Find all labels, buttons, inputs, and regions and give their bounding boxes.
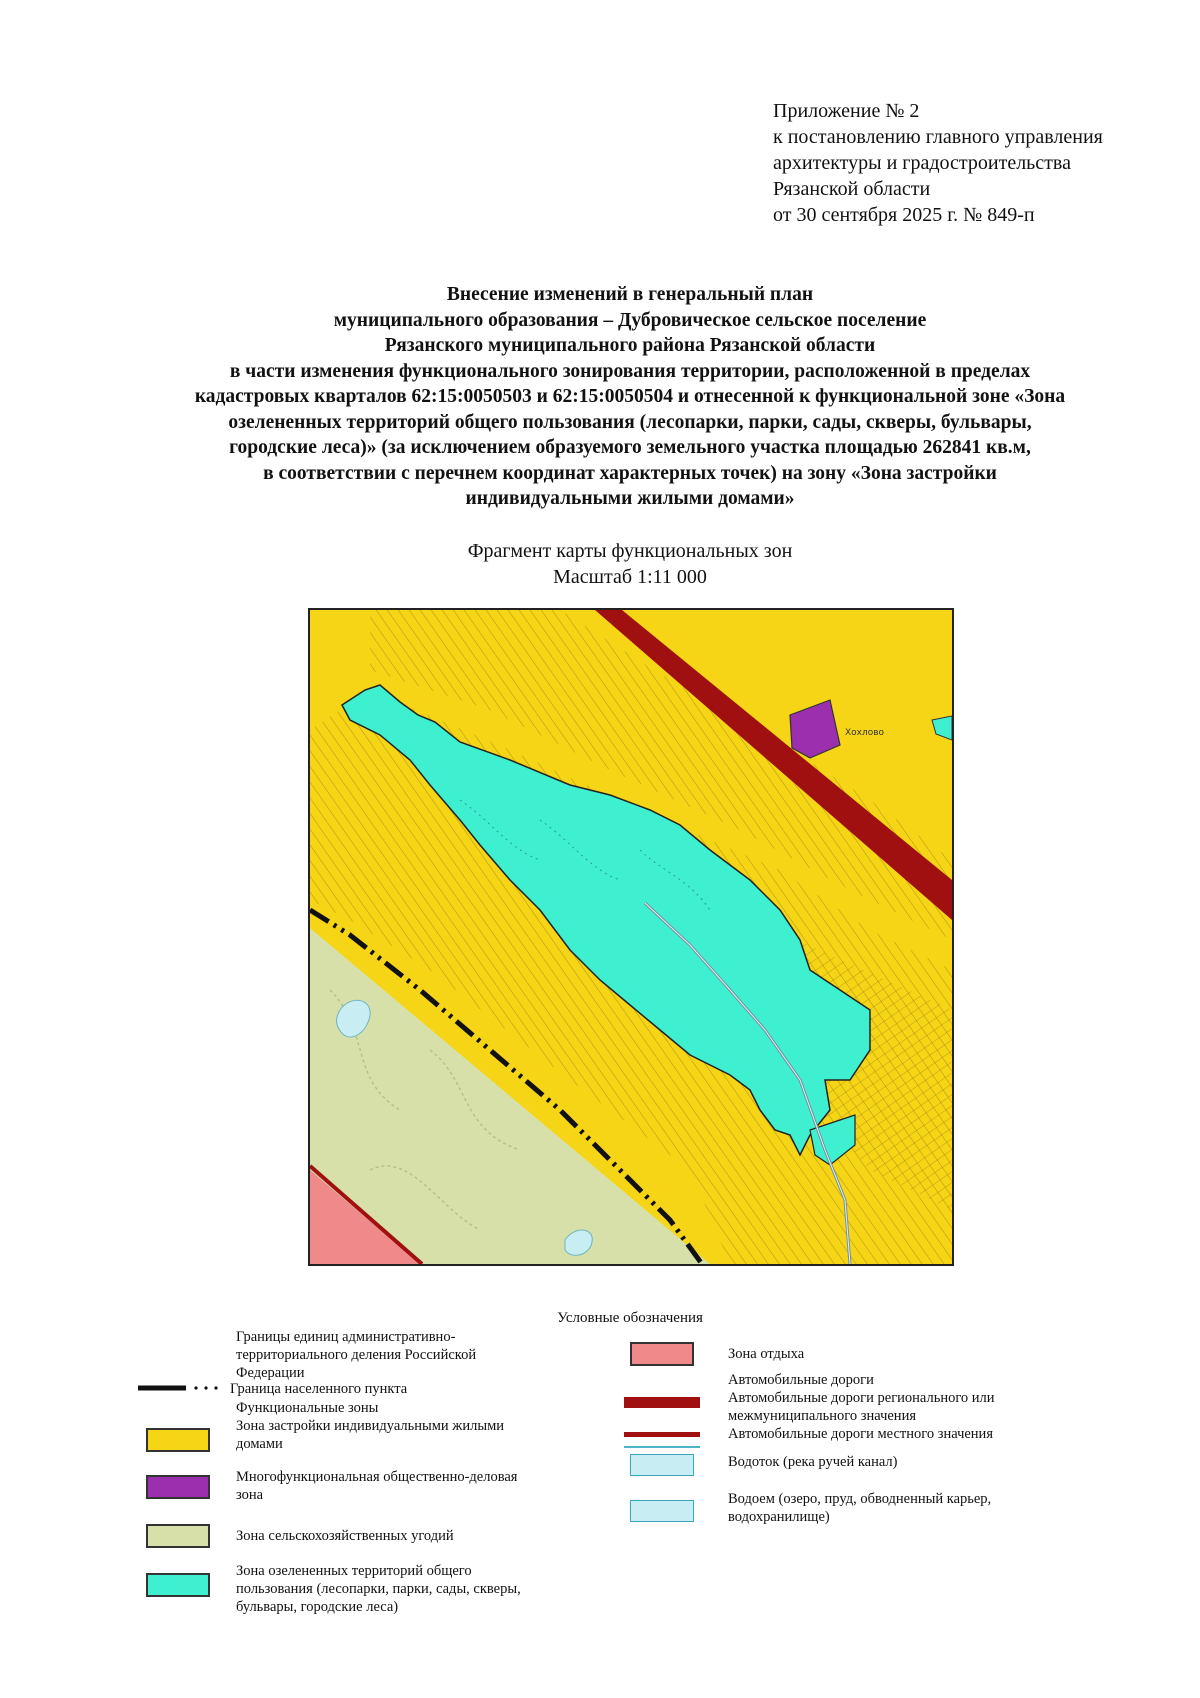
legend-text-line: зона <box>236 1487 264 1503</box>
legend-settlement-boundary-label: Граница населенного пункта <box>230 1381 408 1397</box>
appendix-line: Рязанской области <box>773 178 931 200</box>
legend-text-line: Зона застройки индивидуальными жилыми <box>236 1418 505 1434</box>
legend-text-line: Автомобильные дороги регионального или <box>728 1390 995 1406</box>
regional-road-swatch <box>624 1397 700 1408</box>
legend-business-label <box>236 1468 517 1504</box>
appendix-header <box>773 98 1183 228</box>
title-line: кадастровых кварталов 62:15:0050503 и 62:15:0050504 и отнесенной к функциональной зоне «Зона <box>194 386 1066 407</box>
title-line: в соответствии с перечнем координат характерных точек) на зону «Зона застройки <box>263 462 997 484</box>
legend-watercourse-label: Водоток (река ручей канал) <box>728 1454 898 1470</box>
legend-text-line: Водоем (озеро, пруд, обводненный карьер, <box>728 1491 992 1507</box>
legend-text-line: пользования (лесопарки, парки, сады, скверы, <box>236 1581 521 1597</box>
legend-admin-boundaries-label <box>236 1328 476 1382</box>
map-scale: Масштаб 1:11 000 <box>553 566 707 588</box>
recreation-zone-swatch <box>630 1342 694 1366</box>
title-line: Внесение изменений в генеральный план <box>446 284 814 305</box>
title-line: городские леса)» (за исключением образуемого земельного участка площадью 262841 кв.м, <box>229 437 1031 458</box>
map-fragment <box>308 608 954 1266</box>
legend-roads-heading: Автомобильные дороги <box>728 1372 874 1388</box>
zoning-map <box>310 610 952 1264</box>
title-line: озелененных территорий общего пользования (лесопарки, парки, сады, скверы, бульвары, <box>228 411 1032 433</box>
legend-title: Условные обозначения <box>557 1310 703 1326</box>
title-line: индивидуальными жилыми домами» <box>465 488 795 509</box>
agricultural-zone-swatch <box>146 1524 210 1548</box>
watercourse-line-swatch <box>624 1446 700 1448</box>
legend-text-line: Зона озелененных территорий общего <box>236 1563 472 1579</box>
watercourse-swatch <box>630 1454 694 1476</box>
legend-text-line: домами <box>236 1436 283 1452</box>
local-road-swatch <box>624 1432 700 1437</box>
title-line: муниципального образования – Дубровическое сельское поселение <box>333 309 927 331</box>
residential-zone-swatch <box>146 1428 210 1452</box>
map-caption <box>100 538 1160 590</box>
legend-residential-label <box>236 1417 504 1453</box>
appendix-line: к постановлению главного управления <box>773 126 1103 148</box>
legend-regional-road-label <box>728 1389 995 1425</box>
map-caption-title: Фрагмент карты функциональных зон <box>467 540 793 562</box>
legend-local-road-label: Автомобильные дороги местного значения <box>728 1426 993 1442</box>
appendix-line: от 30 сентября 2025 г. № 849-п <box>773 204 1035 226</box>
legend-agricultural-label: Зона сельскохозяйственных угодий <box>236 1528 454 1544</box>
legend-functional-zones-heading: Функциональные зоны <box>236 1400 379 1416</box>
legend-text-line: территориального деления Российской <box>236 1347 477 1363</box>
waterbody-swatch <box>630 1500 694 1522</box>
business-zone-swatch <box>146 1475 210 1499</box>
legend-waterbody-label <box>728 1490 991 1526</box>
legend-text-line: Границы единиц административно- <box>236 1329 456 1345</box>
settlement-boundary-swatch <box>136 1383 226 1393</box>
title-line: Рязанского муниципального района Рязанской области <box>384 335 876 356</box>
legend-text-line: водохранилище) <box>728 1509 830 1525</box>
legend-text-line: Федерации <box>236 1365 305 1381</box>
legend-text-line: бульвары, городские леса) <box>236 1599 399 1615</box>
appendix-line: архитектуры и градостроительства <box>773 152 1071 174</box>
legend-recreation-label: Зона отдыха <box>728 1346 805 1362</box>
document-title <box>100 282 1160 512</box>
place-label: Хохлово <box>845 728 885 738</box>
appendix-line: Приложение № 2 <box>773 100 920 122</box>
title-line: в части изменения функционального зонирования территории, расположенной в пределах <box>229 360 1031 382</box>
green-zone-swatch <box>146 1573 210 1597</box>
legend-text-line: Многофункциональная общественно-деловая <box>236 1469 518 1485</box>
legend-text-line: межмуниципального значения <box>728 1408 916 1424</box>
legend-green-label <box>236 1562 521 1616</box>
